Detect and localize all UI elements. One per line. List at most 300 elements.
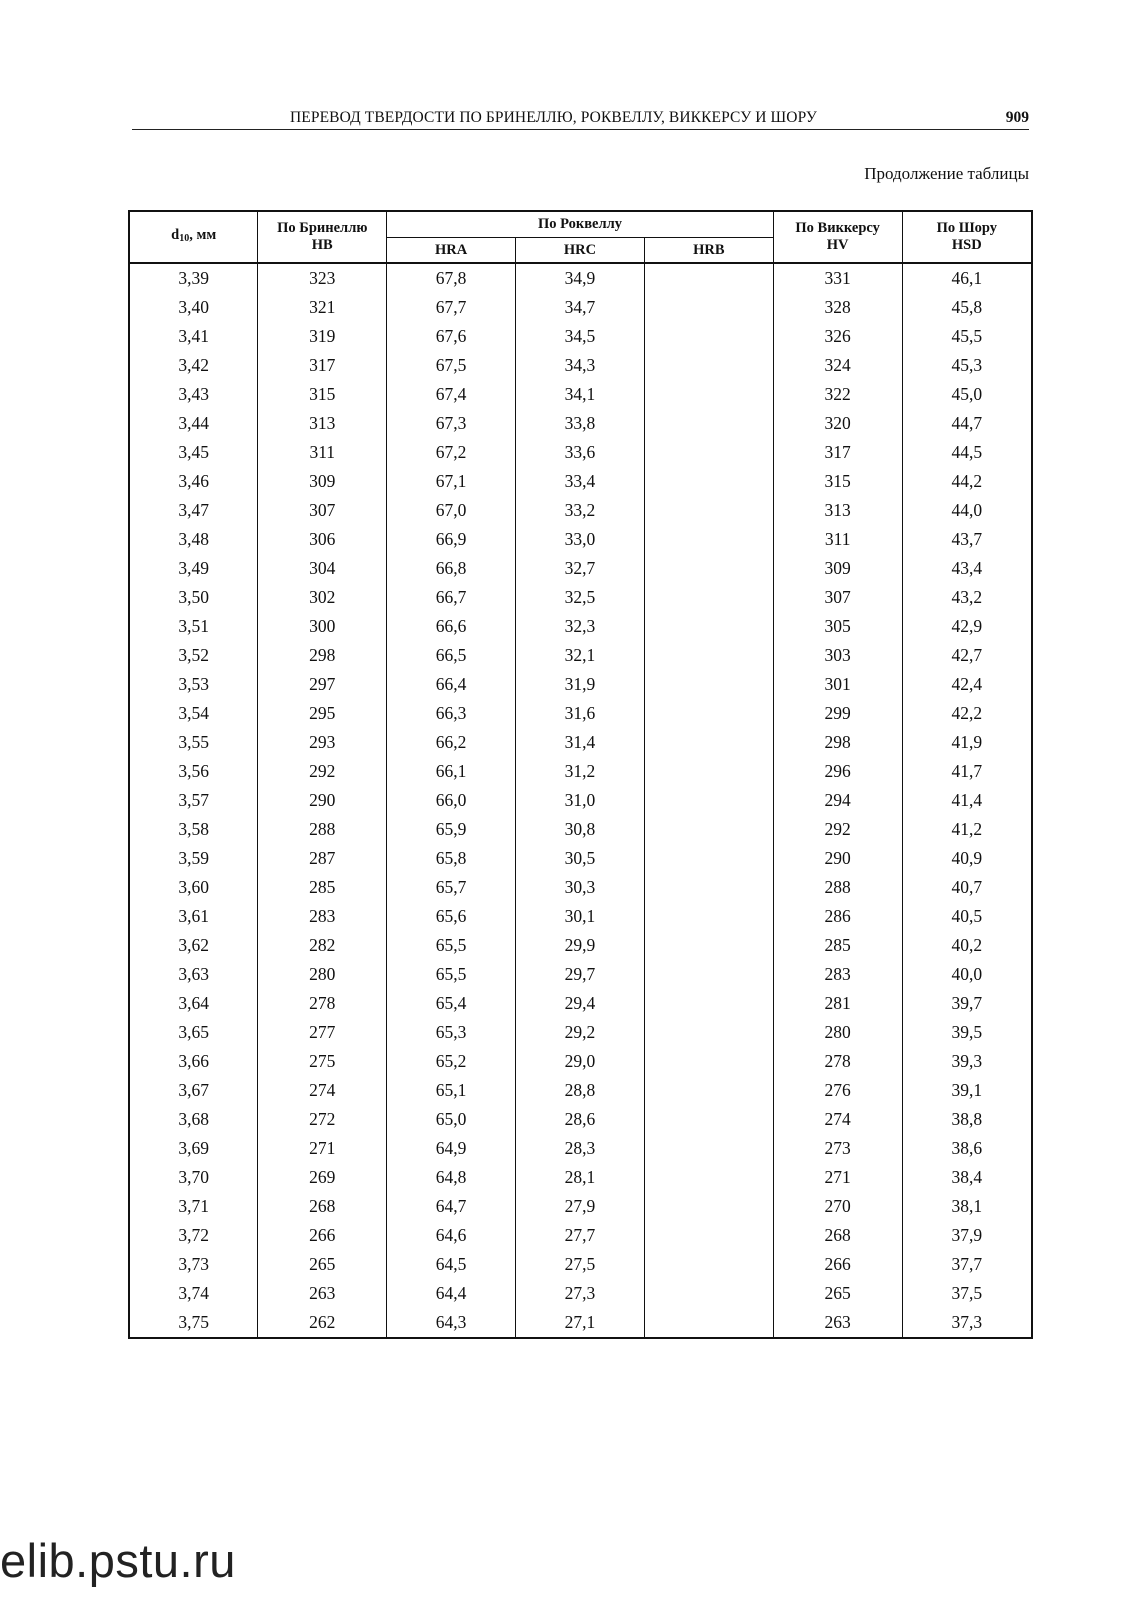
cell-hv: 313 <box>773 496 902 525</box>
cell-hrc: 32,1 <box>516 641 645 670</box>
cell-hb: 274 <box>258 1076 387 1105</box>
cell-hb: 315 <box>258 380 387 409</box>
cell-hv: 276 <box>773 1076 902 1105</box>
cell-hv: 280 <box>773 1018 902 1047</box>
cell-hrb <box>644 1134 773 1163</box>
cell-d10: 3,70 <box>129 1163 258 1192</box>
cell-hsd: 41,2 <box>902 815 1032 844</box>
table-body <box>129 263 1032 1338</box>
cell-hv: 309 <box>773 554 902 583</box>
cell-hra: 67,8 <box>387 263 516 293</box>
cell-hrc: 34,5 <box>516 322 645 351</box>
table-row <box>129 1076 1032 1105</box>
table-row <box>129 815 1032 844</box>
cell-hsd: 43,7 <box>902 525 1032 554</box>
cell-hrb <box>644 641 773 670</box>
cell-d10: 3,59 <box>129 844 258 873</box>
watermark: elib.pstu.ru <box>0 1534 236 1587</box>
cell-hb: 319 <box>258 322 387 351</box>
table-row <box>129 1018 1032 1047</box>
cell-hrb <box>644 1105 773 1134</box>
cell-hsd: 41,9 <box>902 728 1032 757</box>
table-row <box>129 496 1032 525</box>
cell-hsd: 37,3 <box>902 1308 1032 1338</box>
cell-hrb <box>644 496 773 525</box>
cell-hv: 303 <box>773 641 902 670</box>
cell-hsd: 43,2 <box>902 583 1032 612</box>
cell-hb: 298 <box>258 641 387 670</box>
cell-hv: 305 <box>773 612 902 641</box>
cell-hrc: 34,1 <box>516 380 645 409</box>
cell-hra: 66,4 <box>387 670 516 699</box>
cell-d10: 3,53 <box>129 670 258 699</box>
table-row <box>129 1192 1032 1221</box>
cell-hsd: 46,1 <box>902 263 1032 293</box>
cell-d10: 3,52 <box>129 641 258 670</box>
cell-hrc: 30,8 <box>516 815 645 844</box>
table-row <box>129 1134 1032 1163</box>
cell-hra: 64,9 <box>387 1134 516 1163</box>
cell-hb: 302 <box>258 583 387 612</box>
cell-hrc: 27,3 <box>516 1279 645 1308</box>
cell-hra: 64,4 <box>387 1279 516 1308</box>
page-number: 909 <box>1005 109 1029 126</box>
cell-hrb <box>644 844 773 873</box>
cell-hrb <box>644 583 773 612</box>
table-row <box>129 525 1032 554</box>
cell-hsd: 44,5 <box>902 438 1032 467</box>
cell-d10: 3,43 <box>129 380 258 409</box>
header-d10: $d_{10}$, мм <box>129 211 258 263</box>
cell-hsd: 41,4 <box>902 786 1032 815</box>
table-row <box>129 263 1032 293</box>
table-row <box>129 670 1032 699</box>
cell-hsd: 42,9 <box>902 612 1032 641</box>
cell-hv: 322 <box>773 380 902 409</box>
table-row <box>129 612 1032 641</box>
cell-hrb <box>644 670 773 699</box>
cell-hrc: 30,3 <box>516 873 645 902</box>
cell-hsd: 45,3 <box>902 351 1032 380</box>
cell-hrc: 28,8 <box>516 1076 645 1105</box>
cell-hsd: 40,2 <box>902 931 1032 960</box>
cell-hrb <box>644 1221 773 1250</box>
cell-hra: 67,1 <box>387 467 516 496</box>
cell-d10: 3,57 <box>129 786 258 815</box>
cell-hv: 298 <box>773 728 902 757</box>
cell-hrb <box>644 351 773 380</box>
cell-d10: 3,60 <box>129 873 258 902</box>
cell-hv: 285 <box>773 931 902 960</box>
cell-hsd: 40,9 <box>902 844 1032 873</box>
cell-hrb <box>644 757 773 786</box>
header-vickers: По Виккерсу HV <box>773 211 902 263</box>
cell-hb: 309 <box>258 467 387 496</box>
cell-d10: 3,63 <box>129 960 258 989</box>
cell-hrc: 32,7 <box>516 554 645 583</box>
cell-hrc: 33,4 <box>516 467 645 496</box>
cell-d10: 3,56 <box>129 757 258 786</box>
cell-hsd: 38,4 <box>902 1163 1032 1192</box>
table-row <box>129 554 1032 583</box>
cell-hv: 326 <box>773 322 902 351</box>
cell-hv: 294 <box>773 786 902 815</box>
cell-hrb <box>644 467 773 496</box>
continuation-note: Продолжение таблицы <box>864 164 1029 183</box>
cell-hv: 270 <box>773 1192 902 1221</box>
cell-hsd: 39,7 <box>902 989 1032 1018</box>
cell-hra: 66,0 <box>387 786 516 815</box>
cell-hsd: 37,5 <box>902 1279 1032 1308</box>
cell-hv: 288 <box>773 873 902 902</box>
cell-hsd: 40,0 <box>902 960 1032 989</box>
cell-hra: 66,9 <box>387 525 516 554</box>
cell-hb: 311 <box>258 438 387 467</box>
cell-hrb <box>644 409 773 438</box>
cell-hv: 320 <box>773 409 902 438</box>
cell-hra: 66,8 <box>387 554 516 583</box>
cell-hra: 65,9 <box>387 815 516 844</box>
header-hrc: HRC <box>516 238 645 264</box>
cell-hsd: 39,3 <box>902 1047 1032 1076</box>
cell-hrb <box>644 931 773 960</box>
cell-hra: 65,4 <box>387 989 516 1018</box>
cell-hrc: 33,6 <box>516 438 645 467</box>
cell-hra: 64,6 <box>387 1221 516 1250</box>
cell-hra: 66,1 <box>387 757 516 786</box>
cell-hrb <box>644 1250 773 1279</box>
cell-hrc: 30,1 <box>516 902 645 931</box>
cell-hv: 273 <box>773 1134 902 1163</box>
table-row <box>129 1221 1032 1250</box>
cell-hrb <box>644 902 773 931</box>
cell-d10: 3,54 <box>129 699 258 728</box>
cell-hra: 64,8 <box>387 1163 516 1192</box>
cell-hb: 323 <box>258 263 387 293</box>
table-row <box>129 380 1032 409</box>
cell-hsd: 38,1 <box>902 1192 1032 1221</box>
cell-hv: 278 <box>773 1047 902 1076</box>
cell-hrc: 33,2 <box>516 496 645 525</box>
cell-hra: 66,3 <box>387 699 516 728</box>
cell-hv: 286 <box>773 902 902 931</box>
cell-hv: 328 <box>773 293 902 322</box>
cell-hb: 285 <box>258 873 387 902</box>
cell-hrc: 31,9 <box>516 670 645 699</box>
cell-hra: 66,5 <box>387 641 516 670</box>
cell-hsd: 39,5 <box>902 1018 1032 1047</box>
cell-d10: 3,44 <box>129 409 258 438</box>
cell-hb: 280 <box>258 960 387 989</box>
cell-hrb <box>644 728 773 757</box>
cell-hrb <box>644 989 773 1018</box>
cell-hv: 307 <box>773 583 902 612</box>
cell-hb: 290 <box>258 786 387 815</box>
cell-hb: 278 <box>258 989 387 1018</box>
cell-hra: 67,3 <box>387 409 516 438</box>
cell-hrc: 29,7 <box>516 960 645 989</box>
cell-d10: 3,55 <box>129 728 258 757</box>
cell-hrb <box>644 380 773 409</box>
header-brinell: По Бринеллю HB <box>258 211 387 263</box>
cell-d10: 3,74 <box>129 1279 258 1308</box>
cell-hb: 287 <box>258 844 387 873</box>
cell-hb: 295 <box>258 699 387 728</box>
cell-d10: 3,46 <box>129 467 258 496</box>
header-hrb: HRB <box>644 238 773 264</box>
cell-hsd: 38,6 <box>902 1134 1032 1163</box>
cell-hra: 65,3 <box>387 1018 516 1047</box>
cell-hrb <box>644 699 773 728</box>
cell-hsd: 44,7 <box>902 409 1032 438</box>
cell-hrc: 34,7 <box>516 293 645 322</box>
cell-hsd: 45,8 <box>902 293 1032 322</box>
cell-hrc: 31,6 <box>516 699 645 728</box>
table-row <box>129 1047 1032 1076</box>
cell-hrc: 29,4 <box>516 989 645 1018</box>
cell-hrb <box>644 1076 773 1105</box>
cell-d10: 3,66 <box>129 1047 258 1076</box>
cell-hb: 297 <box>258 670 387 699</box>
cell-hra: 65,8 <box>387 844 516 873</box>
cell-hrc: 28,6 <box>516 1105 645 1134</box>
cell-hb: 262 <box>258 1308 387 1338</box>
cell-hra: 66,2 <box>387 728 516 757</box>
cell-d10: 3,58 <box>129 815 258 844</box>
cell-hrb <box>644 322 773 351</box>
cell-hb: 288 <box>258 815 387 844</box>
cell-hb: 271 <box>258 1134 387 1163</box>
table-row <box>129 902 1032 931</box>
cell-hrb <box>644 873 773 902</box>
cell-hb: 300 <box>258 612 387 641</box>
cell-hv: 331 <box>773 263 902 293</box>
cell-d10: 3,71 <box>129 1192 258 1221</box>
cell-hb: 265 <box>258 1250 387 1279</box>
cell-hra: 67,0 <box>387 496 516 525</box>
cell-hrb <box>644 786 773 815</box>
cell-hrb <box>644 1279 773 1308</box>
cell-hv: 299 <box>773 699 902 728</box>
cell-hrb <box>644 554 773 583</box>
cell-hrc: 34,3 <box>516 351 645 380</box>
table-row <box>129 989 1032 1018</box>
table-row <box>129 438 1032 467</box>
cell-hra: 65,0 <box>387 1105 516 1134</box>
cell-hv: 296 <box>773 757 902 786</box>
table-header <box>129 211 1032 263</box>
table-row <box>129 931 1032 960</box>
cell-d10: 3,72 <box>129 1221 258 1250</box>
cell-hrb <box>644 960 773 989</box>
cell-hb: 282 <box>258 931 387 960</box>
cell-hrb <box>644 438 773 467</box>
cell-hrc: 27,5 <box>516 1250 645 1279</box>
cell-hrb <box>644 612 773 641</box>
table-row <box>129 1250 1032 1279</box>
table-row <box>129 728 1032 757</box>
cell-hra: 65,2 <box>387 1047 516 1076</box>
cell-hrc: 31,2 <box>516 757 645 786</box>
running-header <box>132 107 1029 130</box>
cell-hrc: 32,3 <box>516 612 645 641</box>
cell-hrc: 30,5 <box>516 844 645 873</box>
cell-hb: 283 <box>258 902 387 931</box>
cell-hra: 67,7 <box>387 293 516 322</box>
cell-hv: 301 <box>773 670 902 699</box>
cell-hrc: 31,4 <box>516 728 645 757</box>
cell-hra: 65,5 <box>387 960 516 989</box>
cell-hsd: 39,1 <box>902 1076 1032 1105</box>
table-row <box>129 1279 1032 1308</box>
cell-d10: 3,40 <box>129 293 258 322</box>
cell-d10: 3,47 <box>129 496 258 525</box>
cell-d10: 3,75 <box>129 1308 258 1338</box>
header-rockwell: По Роквеллу <box>387 211 774 238</box>
cell-hb: 321 <box>258 293 387 322</box>
cell-hra: 66,7 <box>387 583 516 612</box>
cell-hsd: 45,0 <box>902 380 1032 409</box>
table-row <box>129 583 1032 612</box>
cell-hrb <box>644 525 773 554</box>
cell-hra: 66,6 <box>387 612 516 641</box>
cell-hb: 307 <box>258 496 387 525</box>
cell-hsd: 41,7 <box>902 757 1032 786</box>
cell-hsd: 40,7 <box>902 873 1032 902</box>
cell-d10: 3,61 <box>129 902 258 931</box>
cell-hsd: 37,9 <box>902 1221 1032 1250</box>
cell-hra: 64,3 <box>387 1308 516 1338</box>
cell-hrc: 32,5 <box>516 583 645 612</box>
table-row <box>129 467 1032 496</box>
cell-hb: 277 <box>258 1018 387 1047</box>
table-row <box>129 351 1032 380</box>
cell-hra: 67,5 <box>387 351 516 380</box>
table-row <box>129 1105 1032 1134</box>
cell-hsd: 40,5 <box>902 902 1032 931</box>
table-row <box>129 960 1032 989</box>
cell-hsd: 42,2 <box>902 699 1032 728</box>
cell-hb: 317 <box>258 351 387 380</box>
cell-hrb <box>644 293 773 322</box>
cell-hb: 275 <box>258 1047 387 1076</box>
cell-hrc: 33,8 <box>516 409 645 438</box>
cell-d10: 3,69 <box>129 1134 258 1163</box>
cell-d10: 3,39 <box>129 263 258 293</box>
cell-hrb <box>644 1047 773 1076</box>
table-row <box>129 322 1032 351</box>
table-row <box>129 699 1032 728</box>
cell-hrc: 27,9 <box>516 1192 645 1221</box>
cell-hv: 290 <box>773 844 902 873</box>
cell-hb: 269 <box>258 1163 387 1192</box>
cell-hv: 266 <box>773 1250 902 1279</box>
cell-hsd: 42,4 <box>902 670 1032 699</box>
table-row <box>129 1308 1032 1338</box>
table-row <box>129 641 1032 670</box>
cell-hb: 292 <box>258 757 387 786</box>
cell-hb: 306 <box>258 525 387 554</box>
cell-hra: 67,2 <box>387 438 516 467</box>
hardness-conversion-table <box>128 210 1033 1339</box>
cell-hb: 313 <box>258 409 387 438</box>
cell-hrb <box>644 1192 773 1221</box>
cell-hrc: 31,0 <box>516 786 645 815</box>
cell-hrc: 28,1 <box>516 1163 645 1192</box>
cell-d10: 3,42 <box>129 351 258 380</box>
cell-hsd: 38,8 <box>902 1105 1032 1134</box>
cell-hv: 268 <box>773 1221 902 1250</box>
cell-d10: 3,51 <box>129 612 258 641</box>
table-row <box>129 757 1032 786</box>
cell-hsd: 44,0 <box>902 496 1032 525</box>
cell-hv: 324 <box>773 351 902 380</box>
cell-hb: 263 <box>258 1279 387 1308</box>
cell-hrb <box>644 1163 773 1192</box>
cell-hv: 317 <box>773 438 902 467</box>
cell-hv: 265 <box>773 1279 902 1308</box>
cell-d10: 3,41 <box>129 322 258 351</box>
cell-d10: 3,65 <box>129 1018 258 1047</box>
cell-d10: 3,62 <box>129 931 258 960</box>
running-title: ПЕРЕВОД ТВЕРДОСТИ ПО БРИНЕЛЛЮ, РОКВЕЛЛУ, ВИККЕРСУ И ШОРУ <box>290 109 817 126</box>
cell-hrc: 27,1 <box>516 1308 645 1338</box>
cell-hsd: 42,7 <box>902 641 1032 670</box>
cell-d10: 3,67 <box>129 1076 258 1105</box>
cell-hv: 274 <box>773 1105 902 1134</box>
cell-hsd: 37,7 <box>902 1250 1032 1279</box>
cell-hra: 65,7 <box>387 873 516 902</box>
cell-hra: 67,6 <box>387 322 516 351</box>
cell-hv: 271 <box>773 1163 902 1192</box>
cell-d10: 3,48 <box>129 525 258 554</box>
cell-hb: 266 <box>258 1221 387 1250</box>
cell-hra: 65,6 <box>387 902 516 931</box>
cell-hb: 268 <box>258 1192 387 1221</box>
cell-hrc: 33,0 <box>516 525 645 554</box>
table-row <box>129 844 1032 873</box>
cell-d10: 3,50 <box>129 583 258 612</box>
cell-hv: 263 <box>773 1308 902 1338</box>
cell-hrc: 34,9 <box>516 263 645 293</box>
cell-hrb <box>644 263 773 293</box>
cell-hrc: 27,7 <box>516 1221 645 1250</box>
cell-hra: 64,5 <box>387 1250 516 1279</box>
table-row <box>129 786 1032 815</box>
table-row <box>129 409 1032 438</box>
cell-hrc: 28,3 <box>516 1134 645 1163</box>
cell-hsd: 44,2 <box>902 467 1032 496</box>
cell-hrc: 29,2 <box>516 1018 645 1047</box>
cell-hb: 272 <box>258 1105 387 1134</box>
cell-hb: 304 <box>258 554 387 583</box>
cell-hrc: 29,0 <box>516 1047 645 1076</box>
table-row <box>129 873 1032 902</box>
cell-hsd: 43,4 <box>902 554 1032 583</box>
cell-hrb <box>644 815 773 844</box>
cell-hv: 281 <box>773 989 902 1018</box>
cell-hrb <box>644 1018 773 1047</box>
table-row <box>129 293 1032 322</box>
cell-hb: 293 <box>258 728 387 757</box>
cell-d10: 3,68 <box>129 1105 258 1134</box>
cell-hv: 283 <box>773 960 902 989</box>
cell-hv: 315 <box>773 467 902 496</box>
cell-d10: 3,64 <box>129 989 258 1018</box>
cell-hv: 292 <box>773 815 902 844</box>
cell-d10: 3,49 <box>129 554 258 583</box>
cell-hsd: 45,5 <box>902 322 1032 351</box>
